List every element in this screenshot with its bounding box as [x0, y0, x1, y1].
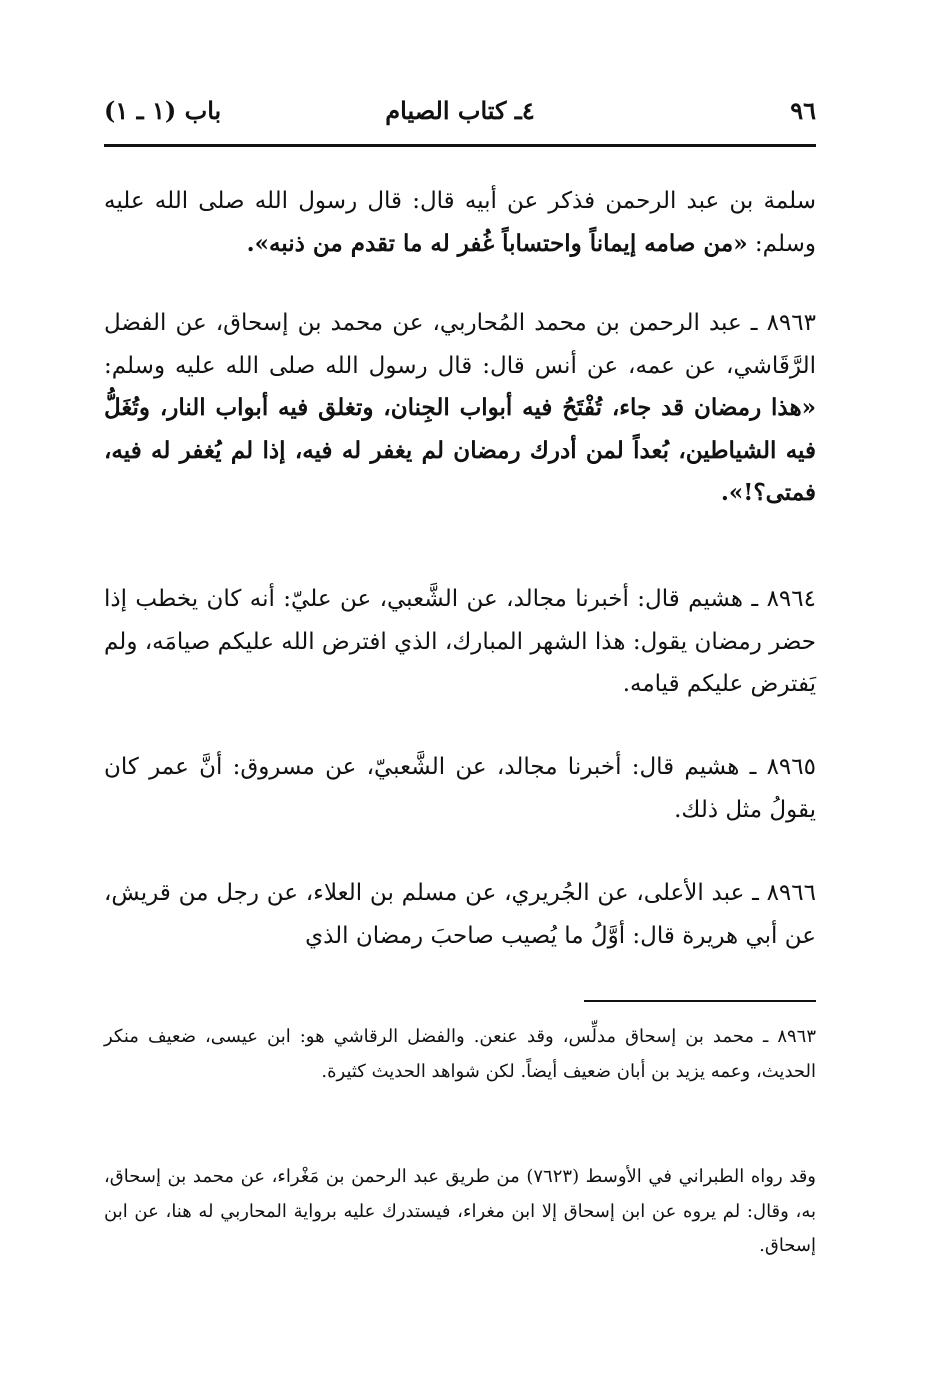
paragraph-text: سلمة بن عبد الرحمن فذكر عن أبيه قال: قال رسول الله صلى الله عليه وسلم:	[104, 188, 816, 257]
header-rule	[104, 144, 816, 147]
hadith-text: «هذا رمضان قد جاء، تُفْتَحُ فيه أبواب الجِنان، وتغلق فيه أبواب النار، وتُغَلُّ فيه الشياطين، بُعداً لمن أدرك رمضان لم يغفر له فيه، إذا لم يُغفر له فيه، فمتى؟!».	[104, 394, 816, 507]
footnote-tabarani	[104, 1160, 816, 1264]
athar-8965	[104, 746, 816, 831]
paragraph-text: ٨٩٦٥ ـ هشيم قال: أخبرنا مجالد، عن الشَّعبيّ، عن مسروق: أنَّ عمر كان يقولُ مثل ذلك.	[104, 754, 816, 823]
page-number: ٩٦	[790, 96, 816, 125]
page-header	[104, 96, 816, 132]
footnote-text: ٨٩٦٣ ـ محمد بن إسحاق مدلِّس، وقد عنعن. والفضل الرقاشي هو: ابن عيسى، ضعيف منكر الحديث، وعمه يزيد بن أبان ضعيف أيضاً. لكن شواهد الحديث كثيرة.	[104, 1026, 816, 1082]
hadith-text: «من صامه إيماناً واحتساباً غُفر له ما تقدم من ذنبه».	[246, 229, 748, 257]
footnote-text: وقد رواه الطبراني في الأوسط (٧٦٢٣) من طريق عبد الرحمن بن مَغْراء، عن محمد بن إسحاق، به، وقال: لم يروه عن ابن إسحاق إلا ابن مغراء، فيستدرك عليه برواية المحاربي له هنا، عن ابن إسحاق.	[104, 1166, 817, 1256]
athar-8964	[104, 578, 816, 706]
paragraph-continuation	[104, 180, 816, 265]
footnote-8963	[104, 1020, 816, 1089]
paragraph-text: ٨٩٦٤ ـ هشيم قال: أخبرنا مجالد، عن الشَّعبي، عن عليّ: أنه كان يخطب إذا حضر رمضان يقول: هذا الشهر المبارك، الذي افترض الله عليكم صيامَه، ولم يَفترض عليكم قيامه.	[104, 586, 816, 698]
book-title: ٤ـ كتاب الصيام	[385, 96, 535, 125]
chapter-label: باب (١ ـ ١)	[104, 96, 222, 125]
hadith-8963	[104, 302, 816, 515]
athar-8966	[104, 872, 816, 957]
paragraph-text: ٨٩٦٦ ـ عبد الأعلى، عن الجُريري، عن مسلم بن العلاء، عن رجل من قريش، عن أبي هريرة قال: أوَّلُ ما يُصيب صاحبَ رمضان الذي	[104, 880, 816, 949]
footnote-rule	[584, 1000, 816, 1002]
paragraph-text: ٨٩٦٣ ـ عبد الرحمن بن محمد المُحاربي، عن محمد بن إسحاق، عن الفضل الرَّقَاشي، عن عمه، عن أنس قال: قال رسول الله صلى الله عليه وسلم:	[104, 310, 816, 379]
